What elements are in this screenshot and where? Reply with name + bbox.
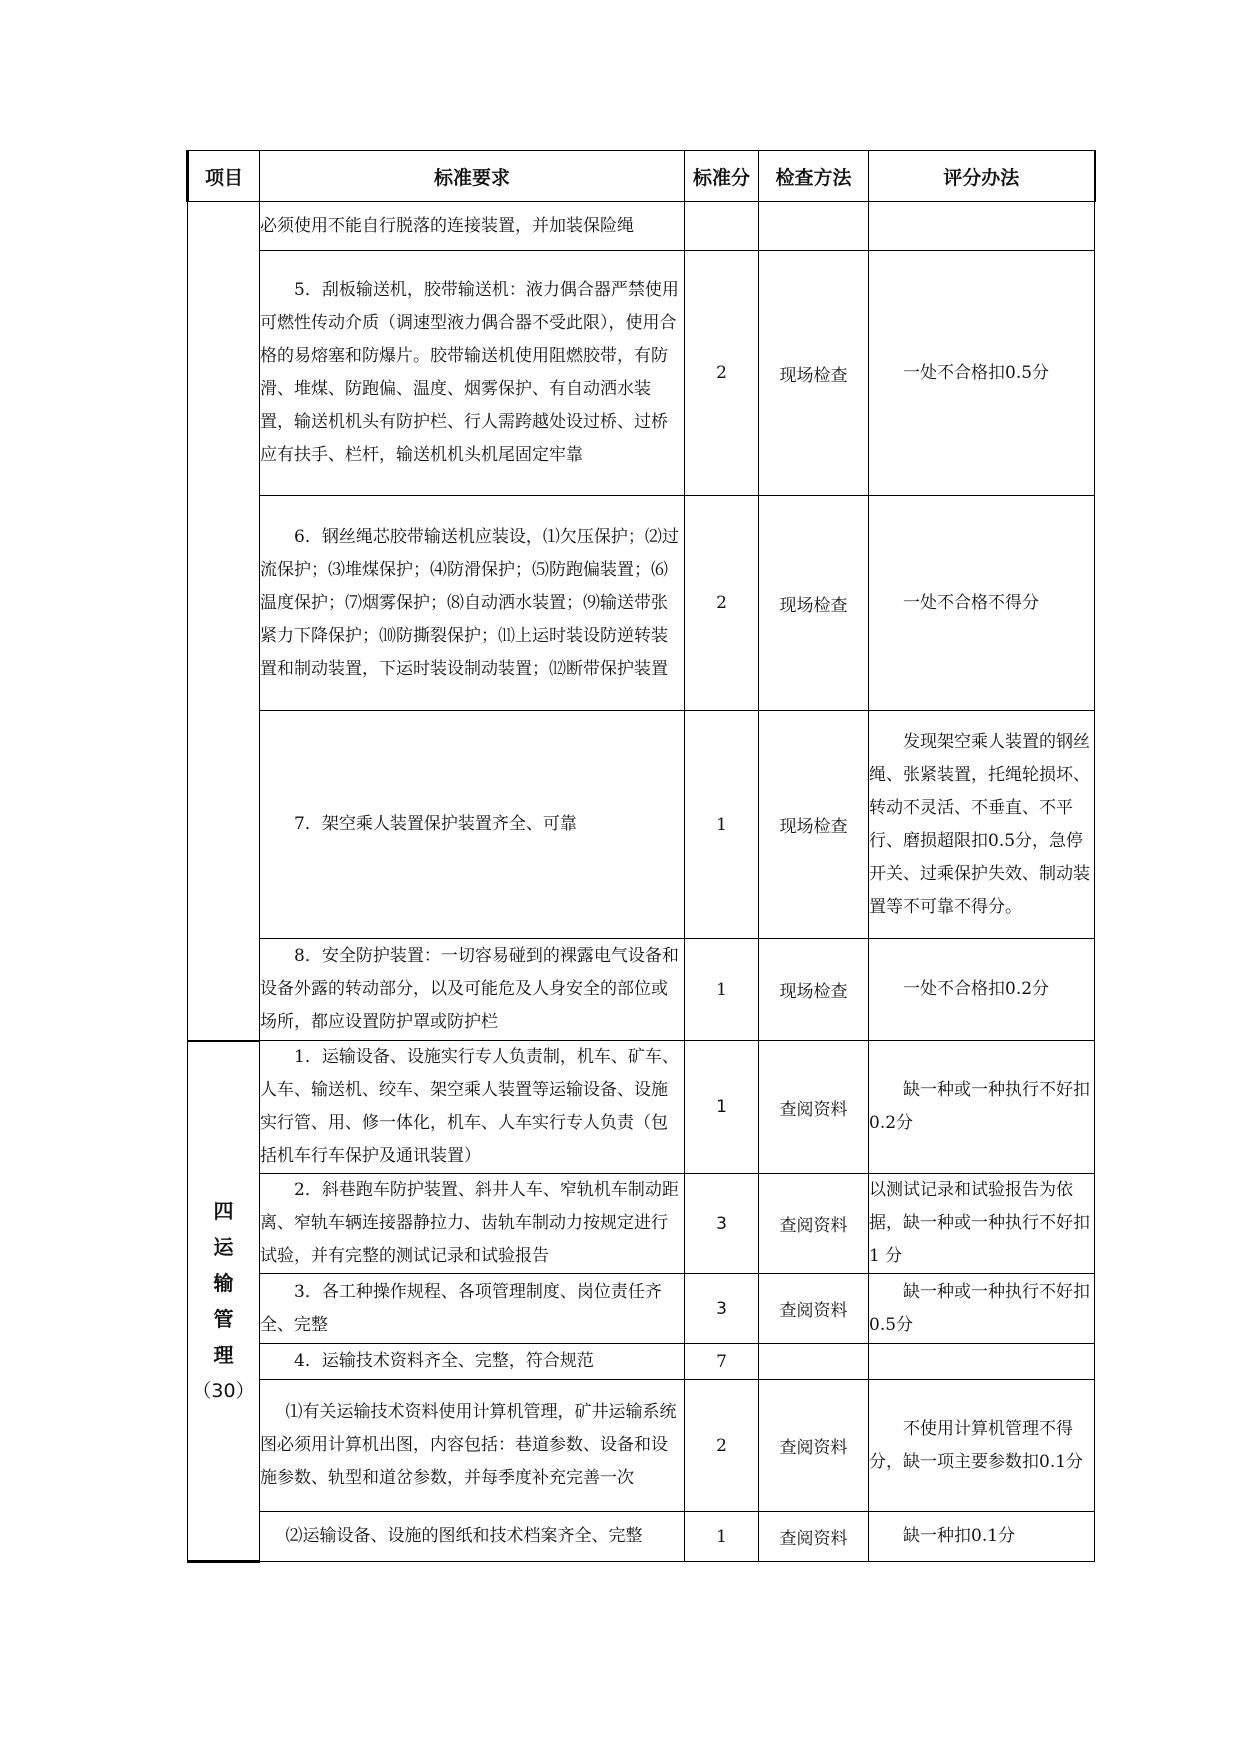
requirement-cell: 4．运输技术资料齐全、完整，符合规范 — [260, 1344, 685, 1380]
rule-cell: 一处不合格扣0.5分 — [869, 251, 1095, 496]
method-cell: 查阅资料 — [759, 1274, 869, 1344]
section-cell-continued — [188, 202, 260, 1041]
table-row — [188, 939, 1095, 1041]
table-row — [188, 1512, 1095, 1562]
score-cell: 1 — [685, 711, 759, 939]
method-cell — [759, 202, 869, 251]
method-cell: 查阅资料 — [759, 1174, 869, 1274]
rule-cell: 发现架空乘人装置的钢丝绳、张紧装置，托绳轮损坏、转动不灵活、不垂直、不平行、磨损超限扣0.5分，急停开关、过乘保护失效、制动装置等不可靠不得分。 — [869, 711, 1095, 939]
table-row — [188, 1041, 1095, 1174]
header-score: 标准分 — [685, 151, 759, 202]
table-row — [188, 1174, 1095, 1274]
section-char: 管 — [213, 1306, 234, 1331]
requirement-cell: 2．斜巷跑车防护装置、斜井人车、窄轨机车制动距离、窄轨车辆连接器静拉力、齿轨车制动力按规定进行试验，并有完整的测试记录和试验报告 — [260, 1174, 685, 1274]
header-rule: 评分办法 — [869, 151, 1095, 202]
section-char: 输 — [213, 1270, 234, 1295]
score-cell: 7 — [685, 1344, 759, 1380]
method-cell: 查阅资料 — [759, 1512, 869, 1562]
requirement-cell: ⑵运输设备、设施的图纸和技术档案齐全、完整 — [260, 1512, 685, 1562]
rule-cell: 缺一种扣0.1分 — [869, 1512, 1095, 1562]
method-cell: 现场检查 — [759, 496, 869, 711]
header-method: 检查方法 — [759, 151, 869, 202]
rule-cell — [869, 202, 1095, 251]
method-cell: 现场检查 — [759, 711, 869, 939]
method-cell: 查阅资料 — [759, 1041, 869, 1174]
requirement-cell: ⑴有关运输技术资料使用计算机管理，矿井运输系统图必须用计算机出图，内容包括：巷道参数、设备和设施参数、轨型和道岔参数，并每季度补充完善一次 — [260, 1380, 685, 1512]
method-cell: 现场检查 — [759, 251, 869, 496]
method-cell: 查阅资料 — [759, 1380, 869, 1512]
section-points: （30） — [192, 1379, 255, 1402]
requirement-cell: 7．架空乘人装置保护装置齐全、可靠 — [260, 711, 685, 939]
table-row — [188, 1344, 1095, 1380]
scoring-table — [186, 150, 1096, 1563]
score-cell: 2 — [685, 1380, 759, 1512]
method-cell: 现场检查 — [759, 939, 869, 1041]
table-row — [188, 711, 1095, 939]
rule-cell: 不使用计算机管理不得分，缺一项主要参数扣0.1分 — [869, 1380, 1095, 1512]
requirement-cell: 5．刮板输送机，胶带输送机：液力偶合器严禁使用可燃性传动介质（调速型液力偶合器不受此限），使用合格的易熔塞和防爆片。胶带输送机使用阻燃胶带，有防滑、堆煤、防跑偏、温度、烟雾保护、有自动洒水装置，输送机机头有防护栏、行人需跨越处设过桥、过桥应有扶手、栏杆，输送机机头机尾固定牢靠 — [260, 251, 685, 496]
header-project: 项目 — [188, 151, 260, 202]
rule-cell — [869, 1344, 1095, 1380]
table-row — [188, 251, 1095, 496]
requirement-cell: 1．运输设备、设施实行专人负责制，机车、矿车、人车、输送机、绞车、架空乘人装置等运输设备、设施实行管、用、修一体化，机车、人车实行专人负责（包括机车行车保护及通讯装置） — [260, 1041, 685, 1174]
header-row — [188, 151, 1095, 202]
score-cell: 3 — [685, 1174, 759, 1274]
table-row — [188, 202, 1095, 251]
section-char: 四 — [213, 1198, 234, 1223]
requirement-cell: 3．各工种操作规程、各项管理制度、岗位责任齐全、完整 — [260, 1274, 685, 1344]
section-char: 运 — [213, 1234, 234, 1259]
rule-cell: 以测试记录和试验报告为依据，缺一种或一种执行不好扣1 分 — [869, 1174, 1095, 1274]
table-row — [188, 1380, 1095, 1512]
rule-cell: 缺一种或一种执行不好扣0.2分 — [869, 1041, 1095, 1174]
section-char: 理 — [213, 1342, 234, 1367]
score-cell: 3 — [685, 1274, 759, 1344]
rule-cell: 缺一种或一种执行不好扣0.5分 — [869, 1274, 1095, 1344]
score-cell: 1 — [685, 1512, 759, 1562]
header-requirement: 标准要求 — [260, 151, 685, 202]
score-cell: 2 — [685, 496, 759, 711]
section-cell-transport — [188, 1041, 260, 1562]
table-row — [188, 1274, 1095, 1344]
score-cell: 1 — [685, 939, 759, 1041]
requirement-cell: 8．安全防护装置：一切容易碰到的裸露电气设备和设备外露的转动部分，以及可能危及人身安全的部位或场所，都应设置防护罩或防护栏 — [260, 939, 685, 1041]
rule-cell: 一处不合格扣0.2分 — [869, 939, 1095, 1041]
requirement-cell: 必须使用不能自行脱落的连接装置，并加装保险绳 — [260, 202, 685, 251]
requirement-cell: 6．钢丝绳芯胶带输送机应装设，⑴欠压保护；⑵过流保护；⑶堆煤保护；⑷防滑保护；⑸防跑偏装置；⑹温度保护；⑺烟雾保护；⑻自动洒水装置；⑼输送带张紧力下降保护；⑽防撕裂保护；⑾上运时装设防逆转装置和制动装置，下运时装设制动装置；⑿断带保护装置 — [260, 496, 685, 711]
score-cell — [685, 202, 759, 251]
table-row — [188, 496, 1095, 711]
score-cell: 1 — [685, 1041, 759, 1174]
method-cell — [759, 1344, 869, 1380]
score-cell: 2 — [685, 251, 759, 496]
rule-cell: 一处不合格不得分 — [869, 496, 1095, 711]
